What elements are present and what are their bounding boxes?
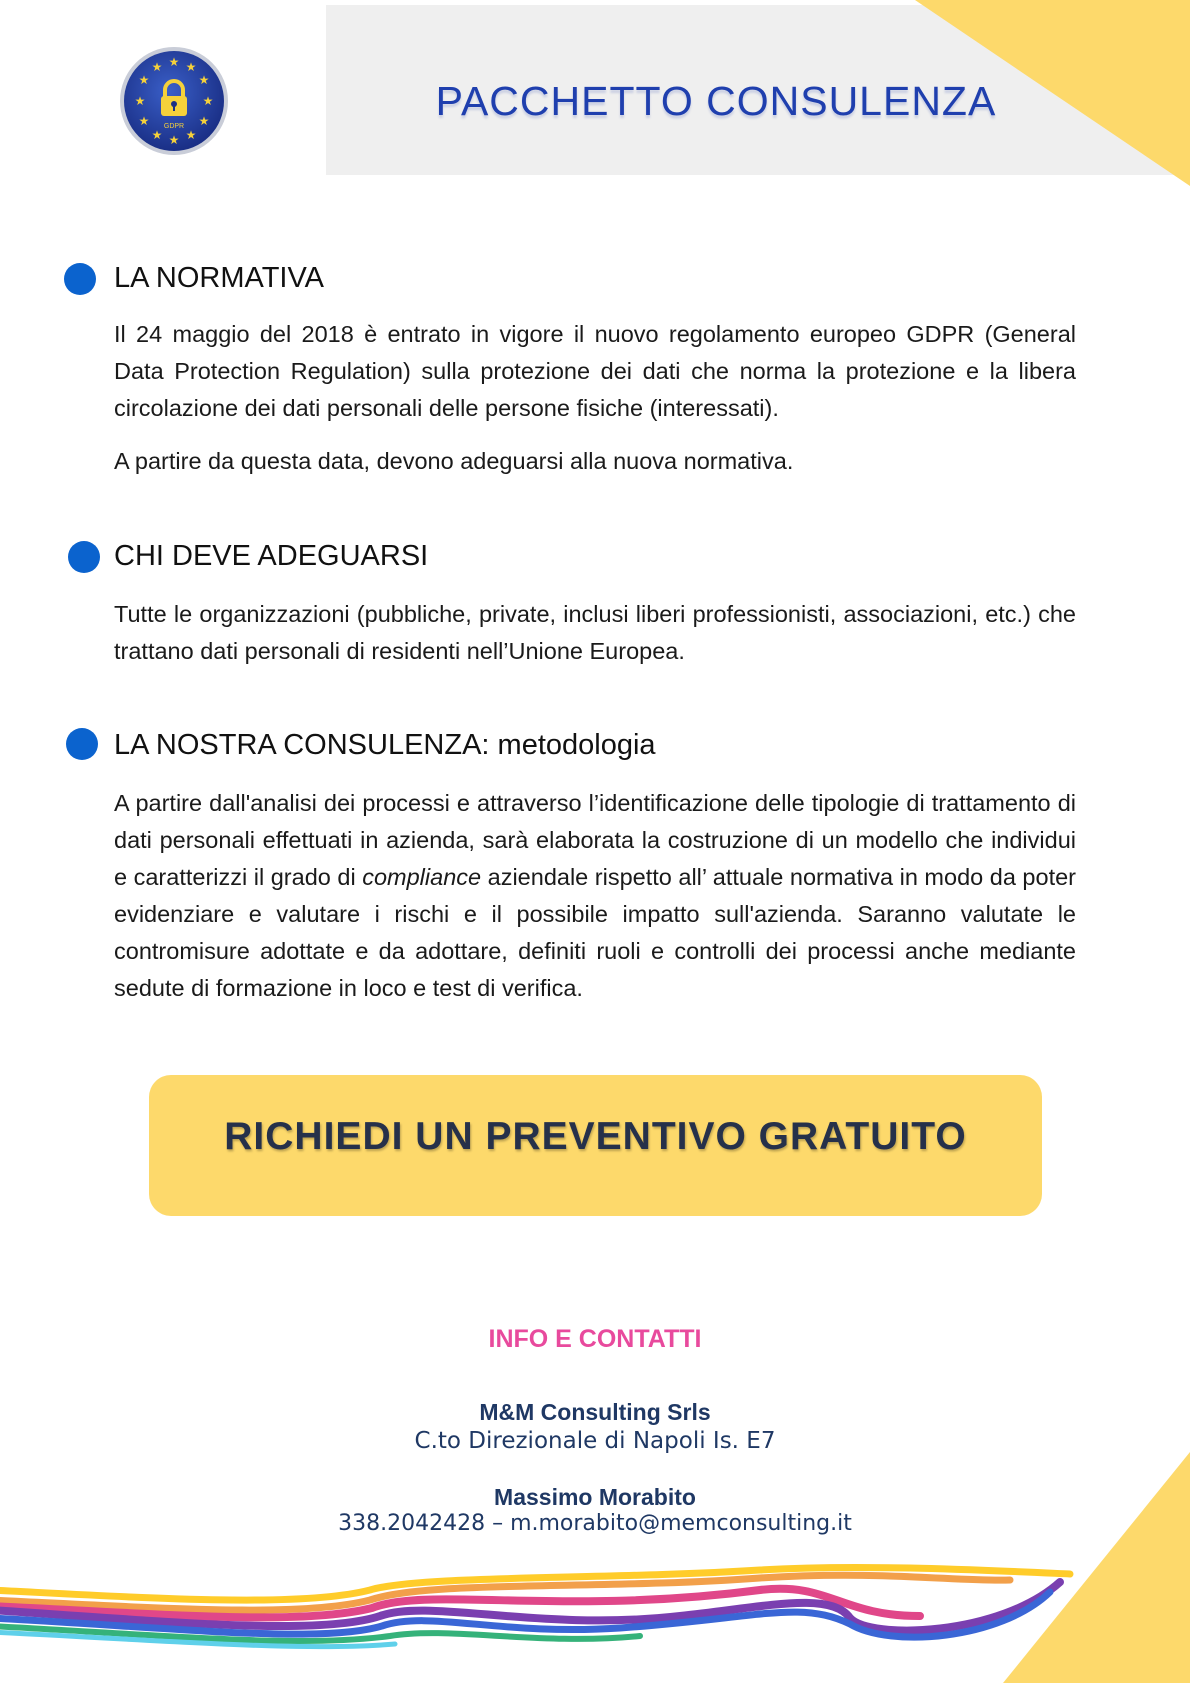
svg-text:★: ★ <box>151 128 163 142</box>
svg-text:★: ★ <box>198 73 210 87</box>
paragraph-emphasis: compliance <box>362 864 482 890</box>
section-body-normativa <box>114 316 1076 480</box>
section-heading-normativa: LA NORMATIVA <box>114 262 325 294</box>
contacts-title: INFO E CONTATTI <box>488 1325 702 1353</box>
svg-text:★: ★ <box>151 60 163 74</box>
paragraph-text: A partire dall'analisi dei processi e attraverso l’identificazione delle tipologie di trattamento di dati personali effettuati in azienda, sarà elaborata la costruzione di un modello che individui e caratterizzi il grado di <box>114 790 1076 890</box>
paragraph-text: aziendale rispetto all’ attuale normativa in modo da poter evidenziare e valutare i rischi e il possibile impatto sull'azienda. Saranno valutate le contromisure adottate e da adottare, definiti ruoli e controlli dei processi anche mediante sedute di formazione in loco e test di verifica. <box>114 864 1076 1001</box>
svg-text:★: ★ <box>138 114 150 128</box>
section-heading-consulenza: LA NOSTRA CONSULENZA: metodologia <box>114 729 656 761</box>
contact-phone-email: 338.2042428 – m.morabito@memconsulting.it <box>338 1511 852 1536</box>
section-heading-chi-deve: CHI DEVE ADEGUARSI <box>114 540 429 572</box>
cta-label: RICHIEDI UN PREVENTIVO GRATUITO <box>224 1114 967 1158</box>
bottom-decoration <box>0 1440 1190 1683</box>
svg-text:GDPR: GDPR <box>163 123 185 130</box>
page-title: PACCHETTO CONSULENZA <box>435 78 997 124</box>
svg-text:★: ★ <box>138 73 150 87</box>
svg-text:★: ★ <box>185 128 197 142</box>
corner-triangle-bottom <box>1003 1452 1190 1683</box>
section-bullet-icon <box>66 728 98 760</box>
cta-box[interactable] <box>149 1075 1042 1216</box>
svg-text:★: ★ <box>168 55 180 69</box>
section-bullet-icon <box>64 263 96 295</box>
section-body-consulenza <box>114 785 1076 1007</box>
contact-person: Massimo Morabito <box>494 1484 696 1510</box>
company-name: M&M Consulting Srls <box>479 1399 711 1425</box>
section-bullet-icon <box>68 541 100 573</box>
svg-text:★: ★ <box>198 114 210 128</box>
svg-text:★: ★ <box>168 133 180 147</box>
svg-text:★: ★ <box>185 60 197 74</box>
svg-text:★: ★ <box>202 94 214 108</box>
paragraph: Tutte le organizzazioni (pubbliche, private, inclusi liberi professionisti, associazioni, etc.) che trattano dati personali di residenti nell’Unione Europea. <box>114 601 1076 664</box>
paragraph: A partire da questa data, devono adeguarsi alla nuova normativa. <box>114 448 794 474</box>
svg-text:★: ★ <box>134 94 146 108</box>
paragraph: Il 24 maggio del 2018 è entrato in vigore il nuovo regolamento europeo GDPR (General Data Protection Regulation) sulla protezione dei dati che norma la protezione e la libera circolazione dei dati personali delle persone fisiche (interessati). <box>114 321 1076 421</box>
paragraph <box>114 785 1076 1007</box>
gdpr-logo <box>118 45 230 157</box>
section-body-chi-deve <box>114 596 1076 670</box>
company-address: C.to Direzionale di Napoli Is. E7 <box>414 1428 776 1454</box>
